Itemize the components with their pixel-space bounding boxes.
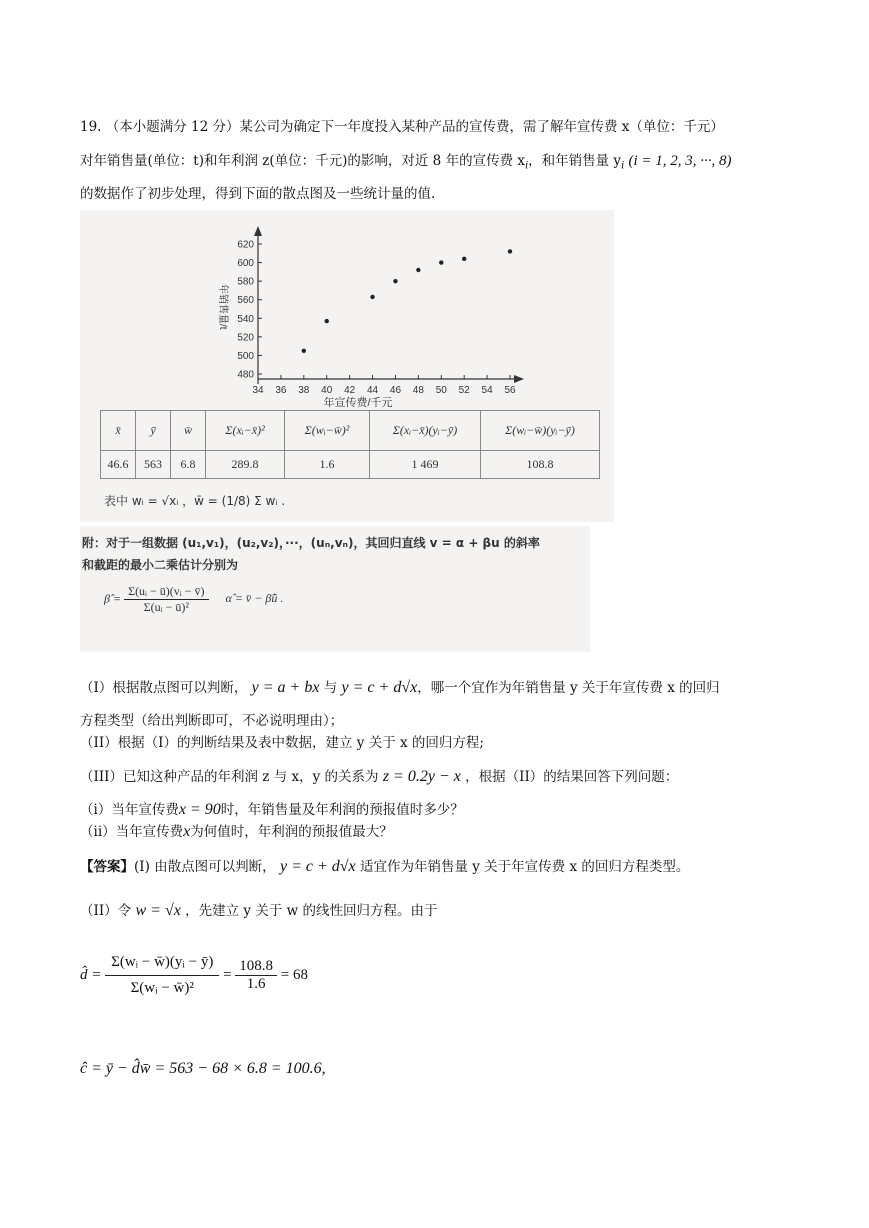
- q3-intro: （III）已知这种产品的年利润 z 与 x，y 的关系为: [80, 769, 379, 785]
- x-tick-label: 48: [412, 385, 424, 396]
- a2-intro: （II）令: [80, 903, 132, 919]
- header-y-mean: ȳ: [136, 411, 171, 451]
- y-tick-label: 520: [237, 332, 254, 344]
- q3-rest: ，根据（II）的结果回答下列问题：: [465, 769, 679, 785]
- table-value-row: [101, 451, 600, 479]
- scatter-point: [439, 260, 443, 264]
- problem-line-3: 的数据作了初步处理，得到下面的散点图及一些统计量的值.: [80, 186, 436, 202]
- equals-sign: =: [223, 966, 232, 983]
- problem-line-2b: ，和年销售量 y: [528, 153, 622, 169]
- header-sum-x-sq: Σ(xᵢ−x̄)²: [206, 411, 285, 451]
- question-3: [80, 766, 678, 788]
- y-tick-label: 480: [237, 369, 254, 381]
- y-tick-label: 620: [237, 239, 254, 251]
- qii-rest: 为何值时，年利润的预报值最大？: [190, 824, 393, 840]
- y-tick-label: 540: [237, 313, 254, 325]
- q1-connector: 与: [319, 680, 342, 696]
- scatter-point: [462, 257, 466, 261]
- x-tick-label: 50: [435, 385, 447, 396]
- y-tick-label: 580: [237, 276, 254, 288]
- d-numerator: Σ(wᵢ − w̄)(yᵢ − ȳ): [105, 950, 219, 976]
- answer-line-1: [80, 856, 689, 878]
- y-tick-label: 600: [237, 258, 254, 270]
- d-value-fraction: [235, 958, 277, 993]
- problem-line-2: [80, 150, 732, 177]
- answer-line-2: [80, 900, 437, 922]
- x-tick-label: 34: [252, 385, 264, 396]
- x-tick-label: 56: [504, 385, 516, 396]
- scatter-point: [508, 249, 512, 253]
- index-range: (i = 1, 2, 3, ···, 8): [628, 153, 732, 169]
- a2-formula: w = √x: [135, 902, 181, 919]
- appendix-line-1: 附：对于一组数据 (u₁,v₁)，(u₂,v₂)，···，(uₙ,vₙ)，其回归直线 v = α + βu 的斜率: [82, 536, 540, 550]
- header-sum-wy: Σ(wᵢ−w̄)(yᵢ−ȳ): [481, 411, 600, 451]
- c-hat-formula: ĉ = ȳ − d̂w̄ = 563 − 68 × 6.8 = 100.6,: [80, 1060, 326, 1077]
- x-tick-label: 52: [458, 385, 470, 396]
- qi-intro: （i）当年宣传费: [80, 802, 179, 818]
- statistics-table: [100, 410, 600, 479]
- d-hat-symbol: d̂ =: [80, 966, 102, 983]
- qii-intro: （ii）当年宣传费: [80, 824, 184, 840]
- x-tick-label: 42: [344, 385, 356, 396]
- question-1-line-1: [80, 677, 720, 699]
- qi-formula: x = 90: [178, 801, 221, 818]
- d-fraction: [105, 950, 219, 1001]
- chart-axes: [254, 226, 524, 384]
- qi-rest: 时，年销售量及年利润的预报值时多少？: [220, 802, 464, 818]
- x-tick-label: 38: [298, 385, 310, 396]
- beta-denominator: Σ(uᵢ − ū)²: [143, 600, 189, 614]
- problem-line-1: 19. （本小题满分 12 分）某公司为确定下一年度投入某种产品的宣传费，需了解年宣传费 x（单位：千元）: [80, 119, 724, 135]
- table-cell: 289.8: [206, 451, 285, 479]
- x-tick-label: 36: [275, 385, 287, 396]
- scatter-point: [325, 319, 329, 323]
- appendix-line-2: 和截距的最小二乘估计分别为: [82, 558, 239, 572]
- x-tick-label: 44: [366, 385, 379, 396]
- x-tick-label: 40: [321, 385, 333, 396]
- table-cell: 1 469: [370, 451, 481, 479]
- header-x-mean: x̄: [101, 411, 136, 451]
- subscript-i: i: [524, 159, 529, 172]
- beta-numerator: Σ(uᵢ − ū)(vᵢ − v̄): [124, 584, 208, 600]
- a2-rest: ，先建立 y 关于 w 的线性回归方程。由于: [185, 903, 438, 919]
- beta-hat-symbol: β̂ =: [104, 591, 122, 606]
- q1-formula-1: y = a + bx: [251, 679, 320, 696]
- header-sum-w-sq: Σ(wᵢ−w̄)²: [285, 411, 370, 451]
- d-denominator: Σ(wᵢ − w̄)²: [130, 980, 194, 996]
- problem-line-2-text: 对年销售量(单位：t)和年利润 z(单位：千元)的影响，对近 8 年的宣传费 x: [80, 153, 525, 169]
- table-cell: 1.6: [285, 451, 370, 479]
- y-tick-label: 500: [237, 350, 254, 362]
- y-tick-label: 560: [237, 295, 254, 307]
- subscript-i-2: i: [621, 159, 625, 172]
- question-3-ii: [80, 821, 393, 843]
- table-cell: 563: [136, 451, 171, 479]
- table-note: 表中 wᵢ = √xᵢ ，w̄ = (1/8) Σ wᵢ .: [104, 494, 286, 508]
- scatter-point: [370, 295, 374, 299]
- d-result: = 68: [280, 966, 309, 983]
- d-value-denominator: 1.6: [246, 976, 266, 992]
- scatter-point: [416, 268, 420, 272]
- scatter-chart: [200, 224, 530, 412]
- question-2: （II）根据（I）的判断结果及表中数据，建立 y 关于 x 的回归方程;: [80, 735, 484, 751]
- table-header-row: [101, 411, 600, 451]
- x-tick-label: 46: [389, 385, 402, 396]
- x-axis-arrow-icon: [514, 375, 524, 383]
- q3-formula: z = 0.2y − x: [382, 768, 461, 785]
- x-tick-label: 54: [481, 385, 493, 396]
- x-axis-label: 年宣传费/千元: [323, 397, 393, 409]
- question-3-i: [80, 799, 464, 821]
- d-value-numerator: 108.8: [235, 958, 277, 976]
- qii-formula: x: [183, 823, 191, 840]
- q1-rest: ，哪一个宜作为年销售量 y 关于年宣传费 x 的回归: [417, 680, 720, 696]
- table-cell: 108.8: [481, 451, 600, 479]
- q1-formula-2: y = c + d√x: [341, 679, 418, 696]
- table-cell: 6.8: [171, 451, 206, 479]
- d-hat-formula: [80, 950, 308, 1001]
- y-axis-arrow-icon: [254, 226, 262, 236]
- beta-fraction: [124, 584, 208, 615]
- table-cell: 46.6: [101, 451, 136, 479]
- a1-formula: y = c + d√x: [279, 858, 356, 875]
- header-w-mean: w̄: [171, 411, 206, 451]
- y-axis-label: 年销售量/t: [217, 284, 228, 330]
- a1-intro: (I) 由散点图可以判断，: [134, 859, 276, 875]
- appendix-formula: [104, 584, 283, 615]
- scatter-point: [302, 349, 306, 353]
- scatter-point: [393, 279, 397, 283]
- header-sum-xy: Σ(xᵢ−x̄)(yᵢ−ȳ): [370, 411, 481, 451]
- alpha-formula: α̂ = v̄ − β̂ū .: [225, 591, 284, 606]
- q1-intro: （I）根据散点图可以判断，: [80, 680, 248, 696]
- a1-rest: 适宜作为年销售量 y 关于年宣传费 x 的回归方程类型。: [359, 859, 690, 875]
- answer-tag: 【答案】: [80, 859, 134, 875]
- question-1-line-2: 方程类型（给出判断即可，不必说明理由）；: [80, 713, 344, 729]
